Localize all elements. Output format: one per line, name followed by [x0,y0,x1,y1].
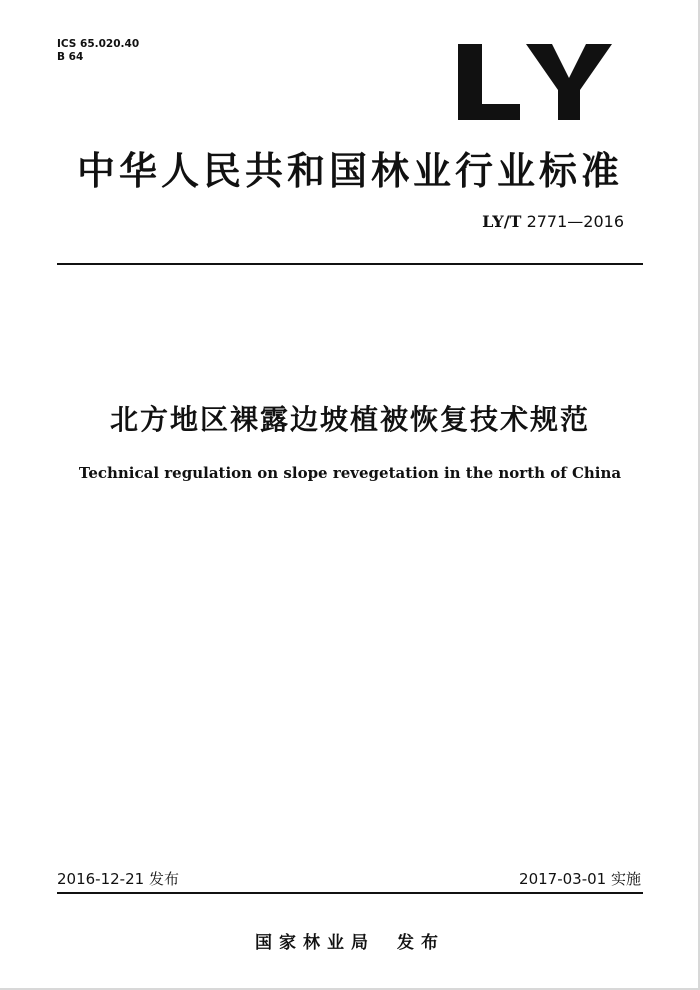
publish-word: 发布 [397,933,445,953]
ly-logo-mark [456,24,616,124]
ccs-code: B 64 [57,51,84,63]
top-divider [57,263,643,265]
publisher-name: 国家林业局 [255,933,375,953]
publisher-line [0,928,700,953]
ics-code: ICS 65.020.40 [57,38,140,50]
document-title-chinese: 北方地区裸露边坡植被恢复技术规范 [109,403,590,436]
standard-code [482,212,624,231]
standard-code-prefix: LY/T [482,212,522,231]
standard-category-title: 中华人民共和国林业行业标准 [76,149,623,193]
standard-code-number: 2771—2016 [526,212,624,231]
bottom-divider [57,892,643,894]
document-title-english: Technical regulation on slope revegetation in the north of China [78,464,622,482]
implementation-date: 2017-03-01 实施 [519,870,641,888]
classification-codes [57,38,139,64]
issue-date: 2016-12-21 发布 [57,870,179,888]
ly-logo [456,24,616,124]
